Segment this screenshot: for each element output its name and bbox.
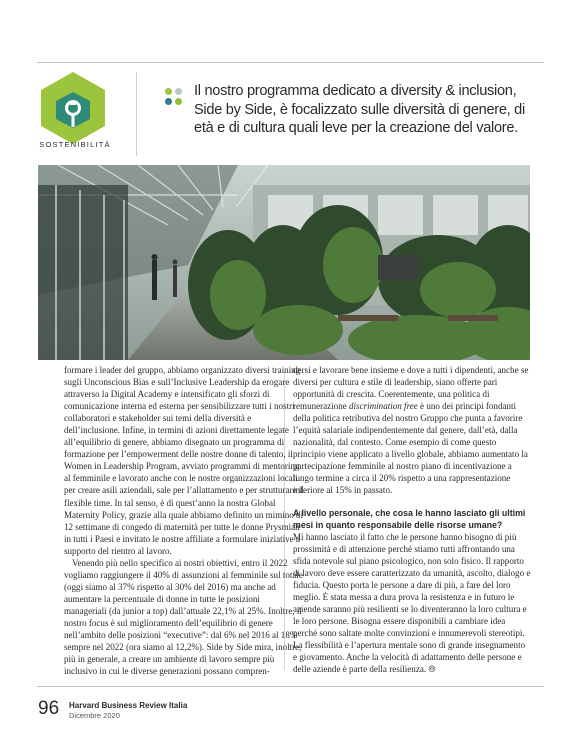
bottom-rule — [37, 686, 544, 687]
sustainability-hexagon-icon — [38, 70, 108, 146]
publication-name: Harvard Business Review Italia — [69, 701, 188, 710]
paragraph-text: è uno dei principi fondanti della politica retributiva del nostro Gruppo che punta a favorire l’equità salariale indipendentemente dal genere, dall’età, dalla nazionalità, dal contesto. Come esempio di come questo principio viene applicato a livello globale, abbiamo aumentato la partecipazione femminile al nostro piano di incentivazione a lungo termine a circa il 20% rispetto a una rappresentazione inferiore al 15% in passato. — [293, 401, 528, 496]
left-paragraph-2: Venendo più nello specifico ai nostri obiettivi, entro il 2022 vogliamo raggiungere il 40% di assunzioni al femminile sul totale (oggi siamo al 37% rispetto al 30% del 2016) ma anche ad aumentare la percentuale di donne in tutte le posizioni manageriali (da junior a top) dall’attuale 22,1% al 25%. Inoltre, il nostro focus è sul miglioramento dell’equilibrio di genere nell’ambito delle posizioni “executive”: dal 6% nel 2016 al 18% sempre nel 2022 (ora siamo al 12,2%). Side by Side mira, inoltre, più in generale, a creare un ambiente di lavoro sempre più inclusivo in cui le diverse generazioni possano compren- — [64, 557, 303, 677]
paragraph-text: dersi e lavorare bene insieme e dove a tutti i dipendenti, anche se diversi per cultura e stile di leadership, siano offerte pari opportunità di crescita. Coerentemente, una politica di remunerazione — [293, 365, 529, 412]
page-number: 96 — [38, 698, 60, 719]
pull-quote: Il nostro programma dedicato a diversity & inclusion, Side by Side, è focalizzato sulle diversità di genere, di età e di cultura quali leve per la creazione del valore. — [194, 83, 525, 137]
left-column — [64, 364, 304, 677]
decorative-dots-icon — [165, 88, 187, 110]
header-divider — [136, 72, 137, 156]
office-atrium-photo — [38, 165, 530, 360]
publication-info — [69, 701, 187, 720]
top-rule — [37, 62, 544, 63]
right-column — [293, 364, 531, 675]
interview-answer: Mi hanno lasciato il fatto che le persone hanno bisogno di più prossimità e di attenzione perché stiamo tutti affrontando una sfida notevole sul piano psicologico, non solo fisico. Il rapporto di lavoro deve essere caratterizzato da umanità, ascolto, dialogo e fiducia. Questo porta le persone a dare di più, a fare del loro meglio. È stata messa a dura prova la resistenza e in futuro le aziende saranno più resilienti se lo diventeranno la loro cultura e le loro persone. Bisogna essere disponibili a cambiare idea perché sono saltate molte convinzioni e innumerevoli stereotipi. La flessibilità e l’apertura mentale sono di grande insegnamento e giovamento. Anche la velocità di adattamento delle persone e delle aziende è parte della resilienza. ⦾ — [293, 531, 531, 675]
interview-question: A livello personale, che cosa le hanno lasciato gli ultimi mesi in quanto responsabile delle risorse umane? — [293, 507, 526, 530]
section-label: SOSTENIBILITÀ — [39, 140, 111, 149]
left-paragraph-1: formare i leader del gruppo, abbiamo organizzato diversi training sugli Unconscious Bias e sull’Inclusive Leadership da erogare attraverso la Digital Academy e intensificato gli sforzi di comunicazione interna ed esterna per sensibilizzare tutti i nostri collaboratori e stakeholder sui temi della diversità e dell’inclusione. Infine, in termini di azioni direttamente legate all’equilibrio di genere, abbiamo disegnato un programma di formazione per l’empowerment delle nostre donne di talento, il Women in Leadership Program, avviato programmi di mentoring al femminile e lavorato anche con le nostre organizzazioni locali per creare asili aziendali, sale per l’allattamento e per strutturare il flexible time. In tal senso, è di quest’anno la nostra Global Maternity Policy, grazie alla quale abbiamo definito un mimino di 12 settimane di congedo di maternità per tutte le donne Prysmian in tutti i Paesi e invitato le nostre affiliate a formulare iniziative a supporto del rientro al lavoro. — [64, 365, 304, 556]
italic-term: discrimination free — [349, 401, 418, 412]
right-paragraph-1 — [293, 364, 531, 497]
issue-date: Dicembre 2020 — [69, 711, 120, 720]
